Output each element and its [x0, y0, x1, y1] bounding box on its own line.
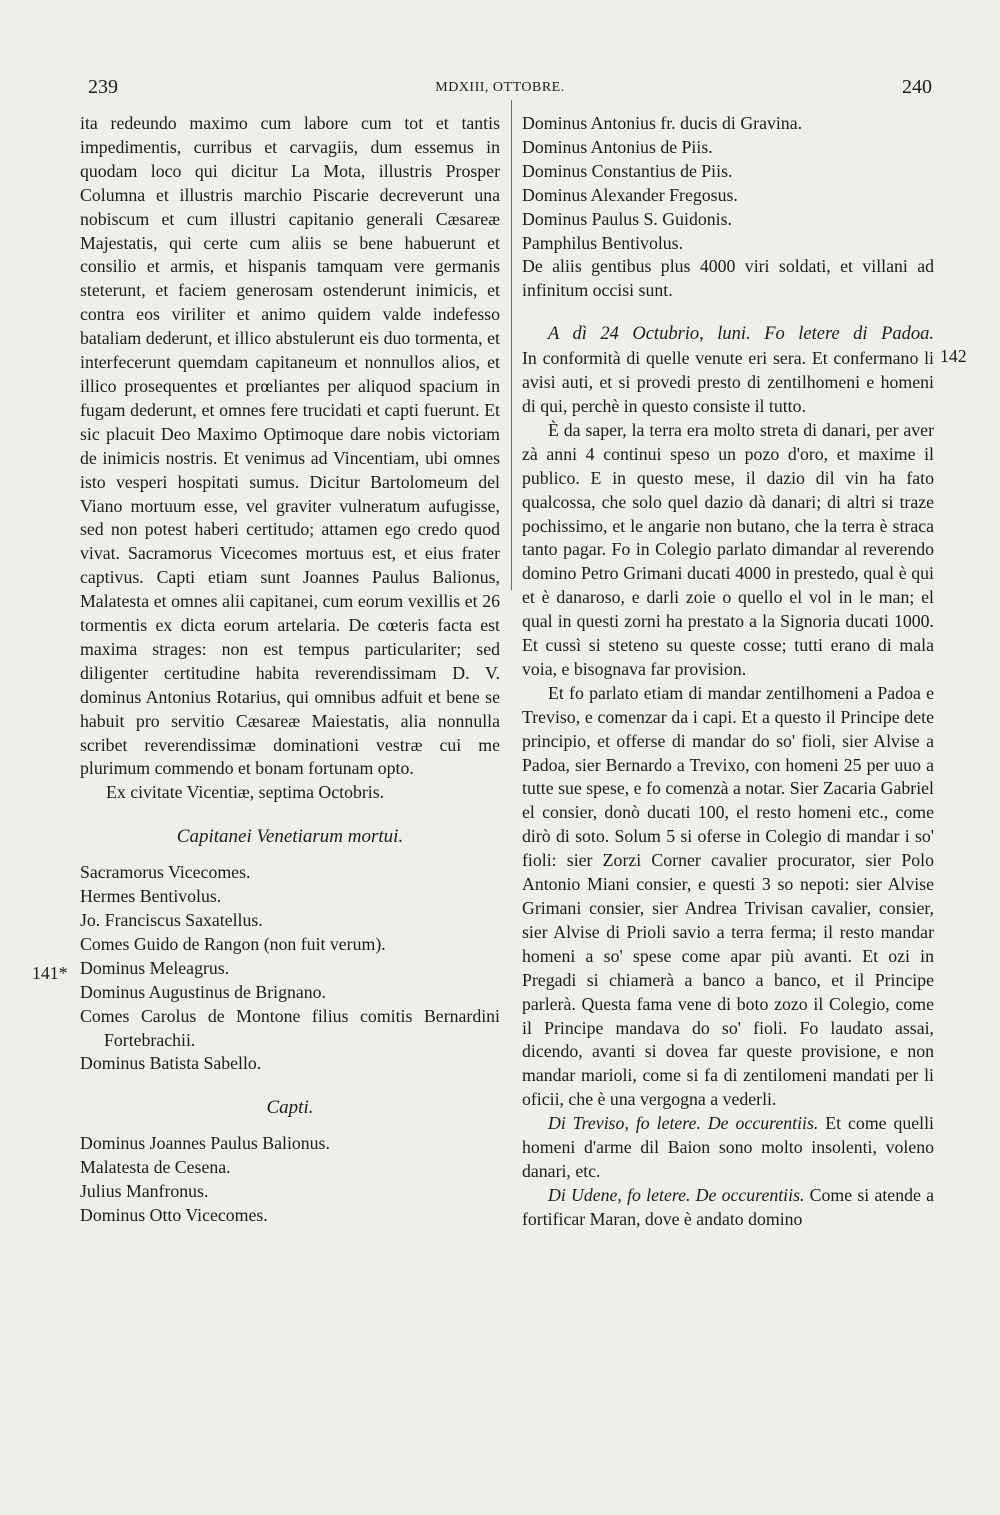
section-title-capti: Capti. — [266, 1097, 314, 1119]
paragraph-text: Et come quelli homeni d'arme dil Baion sono molto insolenti, voleno danari, etc. — [522, 1113, 934, 1181]
list-item: Julius Manfronus. — [80, 1181, 209, 1202]
letter-paragraph: ita redeundo maximo cum labore cum tot et tantis impedimentis, curribus et carvagiis, dum essemus in quodam loco qui dicitur La Mota, illustris Prosper Columna et illustris marchio Piscarie decreverunt una nobiscum et cum illustri capitanio generali Cæsareæ Majestatis, qui certe cum aliis se bene habuerunt et consilio et armis, et hispanis tamquam vere germanis steterunt, et faciem generosam ostenderunt inimicis, et contra eos viriliter et animo quidem valde indefesso bataliam dederunt, et illico abstulerunt eis duo tormenta, et interfecerunt quemdam capitaneum et nonnullos alios, et illico prosequentes et prœliantes per aliquod spacium in fugam dederunt, et omnes fere trucidati et capti fuerunt. Et sic placuit Deo Maximo Optimoque dare nobis victoriam de inimicis nostris. Et venimus ad Vincentiam, ubi omnes isto vesperi hospitati sumus. Dicitur Bartolomeum del Viano mortuum esse, vel graviter vulneratum aufugisse, sed non potest haberi certitudo; attamen ego credo quod vivat. Sacramorus Vicecomes mortuus est, et eius frater captivus. Capti etiam sunt Joannes Paulus Balionus, Malatesta et omnes alii capitanei, cum eorum vexillis et 26 tormentis ex dicta eorum artelaria. De cœteris facta est maxima strages: non est tempus particulariter; sed diligenter certitudine habita reverendissimam D. V. dominus Antonius Rotarius, qui omnibus adfuit et bene se habuit pro servitio Cæsareæ Maiestatis, alia nonnulla scribet reverendissimæ dominationi vestræ cui me plurimum commendo et bonam fortunam opto. — [80, 113, 500, 779]
running-title: MDXIII, OTTOBRE. — [435, 80, 565, 95]
list-capti — [80, 1132, 500, 1228]
margin-note-right: 142 — [940, 346, 967, 366]
list-item: Dominus Antonius de Piis. — [522, 136, 713, 157]
entry-heading-udene: Di Udene, fo letere. De occurentiis. — [548, 1184, 805, 1205]
paragraph: È da saper, la terra era molto streta di danari, per aver zà anni 4 continui speso un pozo d'oro, et maxime il publico. E in questo mese, il dazio dil vin ha fato qualcossa, che solo quel dazio dà danari; di altri si traze pochissimo, et le angarie non butano, che la terra è straca tanto pagar. Fo in Colegio parlato dimandar al reverendo domino Petro Grimani ducati 4000 in prestedo, qual è qui et è danaroso, e darli zoie o quello el vol in le man; el qual in questi zorni ha prestato a la Signoria ducati 1000. Et cussì si steteno su queste cosse; tutti erano di mala voia, e bisognava far provision. — [522, 419, 934, 679]
paragraph: In conformità di quelle venute eri sera. Et confermano li avisi auti, et si provedi presto di zentilhomeni e homeni di qui, perchè in questo consiste il tutto. — [522, 348, 934, 416]
column-divider — [511, 100, 512, 590]
section-title-mortui: Capitanei Venetiarum mortui. — [176, 826, 404, 848]
list-item: Dominus Constantius de Piis. — [522, 160, 733, 181]
page-number-left: 239 — [88, 76, 118, 98]
entry-heading-treviso: Di Treviso, fo letere. De occurentiis. — [548, 1113, 819, 1134]
list-item: Dominus Joannes Paulus Balionus. — [80, 1133, 330, 1154]
page-number-right: 240 — [902, 76, 932, 98]
list-item: Dominus Otto Vicecomes. — [80, 1204, 268, 1225]
list-item: Comes Carolus de Montone filius comitis Bernardini Fortebrachii. — [80, 1005, 500, 1050]
list-item: Comes Guido de Rangon (non fuit verum). — [80, 933, 386, 954]
paragraph-text: Come si atende a fortificar Maran, dove è andato domino — [522, 1184, 935, 1229]
list-item: Hermes Bentivolus. — [80, 886, 222, 907]
paragraph-aliis: De aliis gentibus plus 4000 viri soldati, et villani ad infinitum occisi sunt. — [522, 256, 934, 301]
list-item: Dominus Paulus S. Guidonis. — [522, 208, 732, 229]
list-item: Dominus Alexander Fregosus. — [522, 184, 738, 205]
list-item: Dominus Batista Sabello. — [80, 1053, 262, 1074]
list-item: Pamphilus Bentivolus. — [522, 232, 684, 253]
list-item: Dominus Augustinus de Brignano. — [80, 981, 326, 1002]
list-item: Malatesta de Cesena. — [80, 1157, 231, 1178]
list-item: Dominus Antonius fr. ducis di Gravina. — [522, 113, 803, 133]
paragraph-treviso — [522, 1112, 934, 1184]
paragraph-udene — [522, 1184, 934, 1232]
list-mortui — [80, 861, 500, 1076]
entry-heading: A dì 24 Octubrio, luni. Fo letere di Padoa. — [548, 324, 934, 345]
letter-dateline: Ex civitate Vicentiæ, septima Octobris. — [106, 782, 385, 803]
paragraph: Et fo parlato etiam di mandar zentilhomeni a Padoa e Treviso, e comenzar da i capi. Et a questo il Principe dete principio, et offerse di mandar do so' fioli, sier Alvise a Padoa, sier Bernardo a Trevixo, con homeni 25 per uuo a tutte sue spese, e fo comenzà a notar. Sier Zacaria Gabriel el consier, donò ducati 100, el resto homeni etc., come dirò di soto. Solum 5 si oferse in Colegio di mandar i so' fioli: sier Zorzi Corner cavalier procurator, sier Polo Antonio Miani consier, e questi 3 so nepoti: sier Alvise Grimani consier, sier Andrea Trivisan cavalier, consier, sier Alvise di Prioli savio a terra ferma; il resto mandar homeni a so' spese come apar più avanti. Et ozi in Pregadi si chiamerà a banco a banco, et il Principe parlerà. Questa fama vene di boto zozo il Colegio, come il Principe mandava do so' fioli. Fo laudato assai, dicendo, avanti si dovea far queste provisione, e non mandar marioli, come si fa di zentilomeni mandati per li oficii, che è una vergogna a vederli. — [522, 682, 934, 1110]
list-item: Sacramorus Vicecomes. — [80, 862, 251, 883]
list-names — [522, 112, 934, 255]
right-column — [522, 112, 934, 1232]
list-item: Dominus Meleagrus. — [80, 957, 230, 978]
margin-note-left: 141* — [32, 963, 68, 983]
left-column — [80, 112, 500, 1228]
list-item: Jo. Franciscus Saxatellus. — [80, 910, 263, 930]
